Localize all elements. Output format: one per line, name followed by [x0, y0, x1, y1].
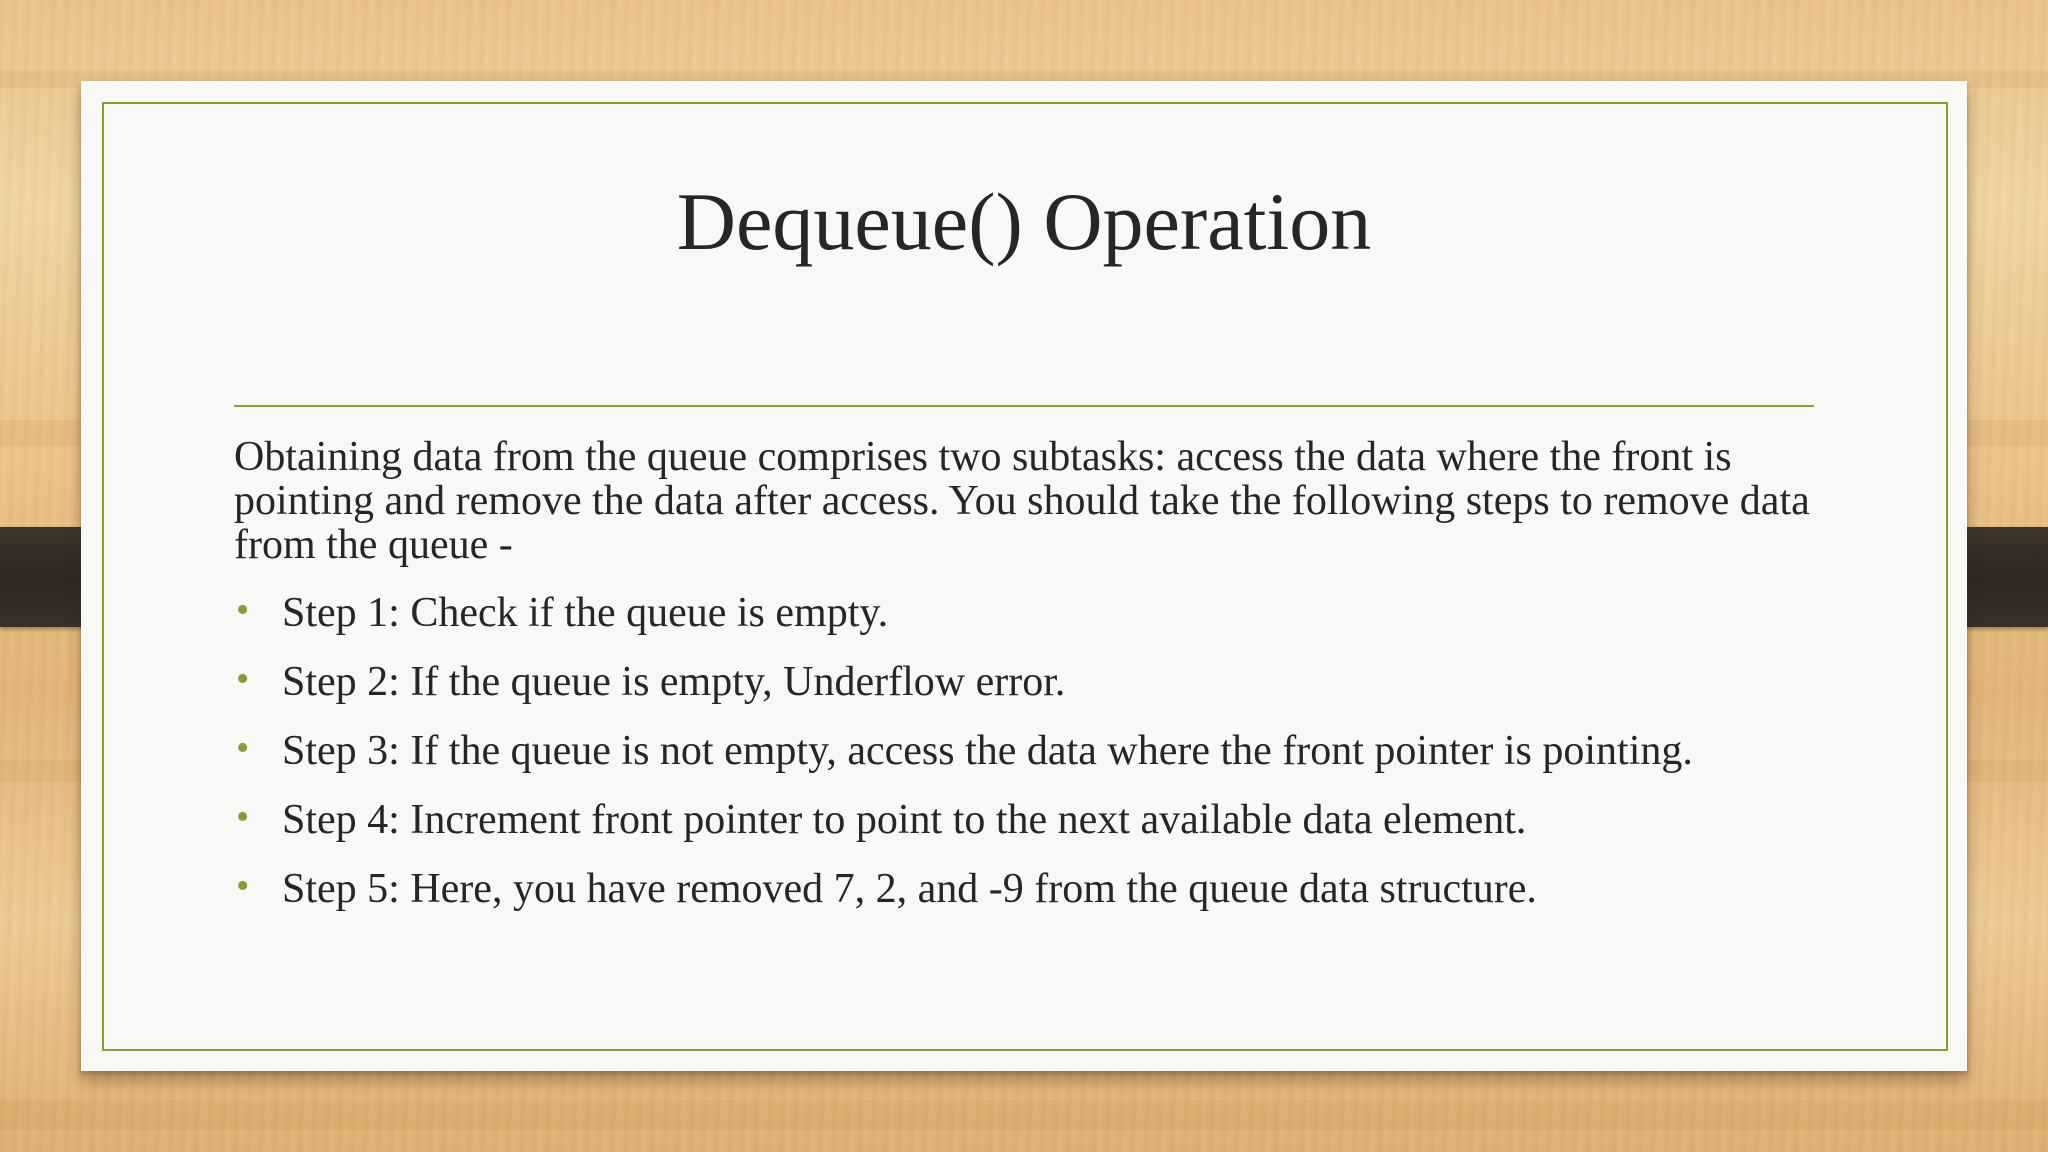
title-divider — [234, 405, 1814, 407]
slide-title: Dequeue() Operation — [676, 176, 1372, 267]
list-item — [234, 798, 1834, 842]
bullet-icon: • — [236, 727, 250, 769]
steps-list — [234, 591, 1834, 936]
step-text: Step 3: If the queue is not empty, access the data where the front pointer is pointing. — [282, 728, 1693, 774]
list-item — [234, 660, 1834, 704]
bullet-icon: • — [236, 658, 250, 700]
bullet-icon: • — [236, 796, 250, 838]
wood-grain — [0, 1100, 2048, 1130]
list-item — [234, 729, 1834, 773]
slide-card — [81, 81, 1967, 1071]
step-text: Step 5: Here, you have removed 7, 2, and -9 from the queue data structure. — [282, 866, 1537, 912]
intro-paragraph: Obtaining data from the queue comprises two subtasks: access the data where the front is pointing and remove the data after access. You should take the following steps to remove data from the queue - — [234, 434, 1810, 568]
list-item — [234, 867, 1834, 911]
bullet-icon: • — [236, 589, 250, 631]
step-text: Step 4: Increment front pointer to point to the next available data element. — [282, 797, 1527, 843]
bullet-icon: • — [236, 865, 250, 907]
list-item — [234, 591, 1834, 635]
step-text: Step 2: If the queue is empty, Underflow error. — [282, 659, 1066, 705]
step-text: Step 1: Check if the queue is empty. — [282, 590, 889, 636]
